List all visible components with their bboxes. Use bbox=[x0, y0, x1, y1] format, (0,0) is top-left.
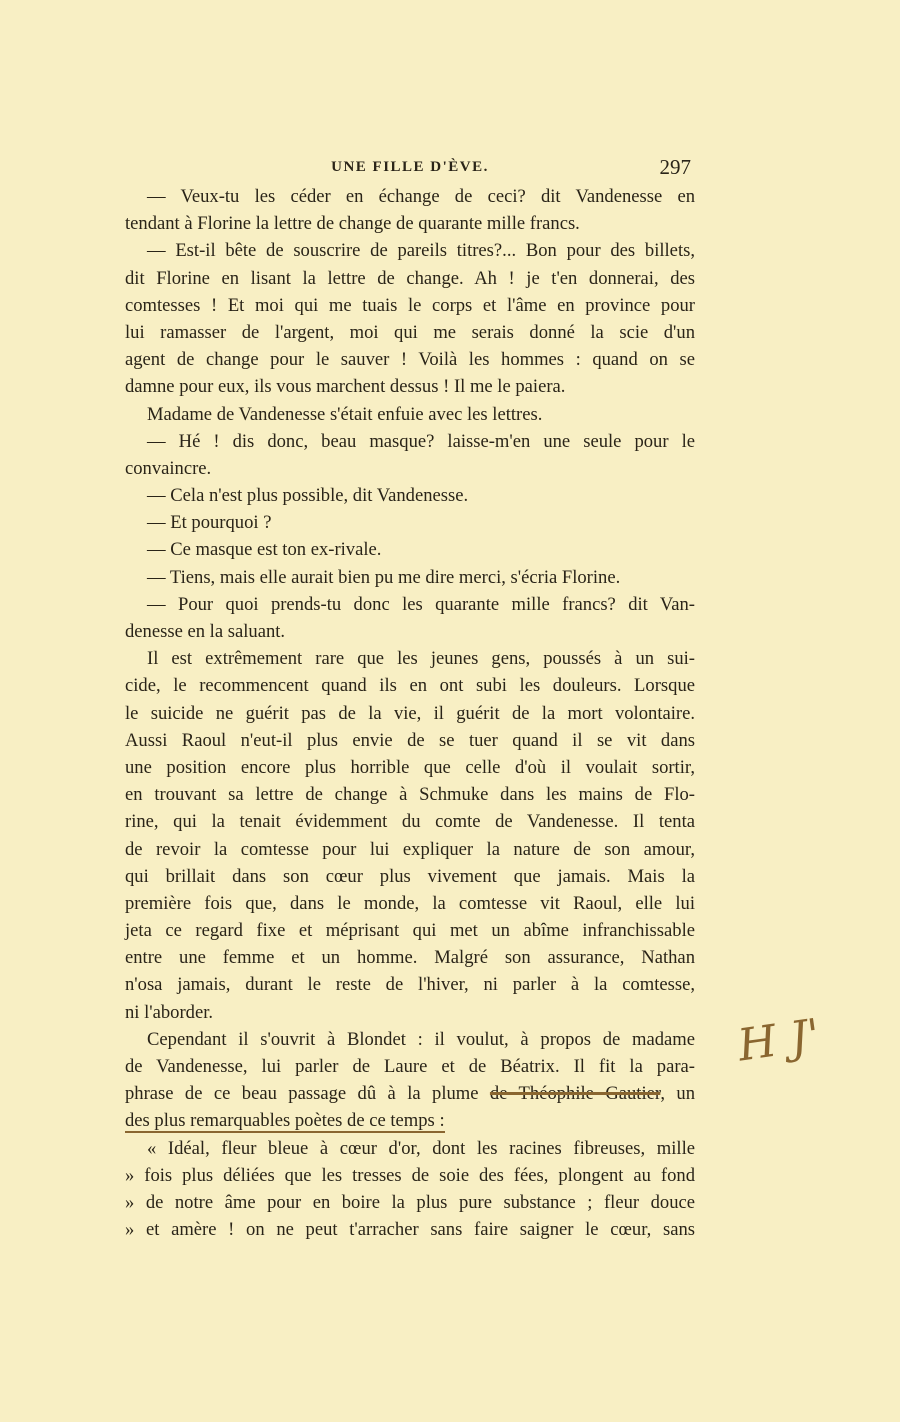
paragraph bbox=[125, 183, 695, 237]
paragraph bbox=[125, 536, 695, 563]
text-line: convaincre. bbox=[125, 457, 212, 479]
text-line: « Idéal, fleur bleue à cœur d'or, dont les racines fibreuses, mille bbox=[147, 1137, 695, 1159]
text-line: Madame de Vandenesse s'était enfuie avec les lettres. bbox=[147, 403, 543, 425]
underlined-text: des plus remarquables poètes de ce temps : bbox=[125, 1110, 445, 1132]
text-line: qui brillait dans son cœur plus vivement que jamais. Mais la bbox=[125, 865, 695, 887]
struck-text: de Théophile Gautier bbox=[489, 1083, 661, 1105]
text-line bbox=[125, 1080, 695, 1107]
text-line: — Cela n'est plus possible, dit Vandenesse. bbox=[147, 485, 469, 507]
paragraph bbox=[125, 645, 695, 1026]
text-line: n'osa jamais, durant le reste de l'hiver, ni parler à la comtesse, bbox=[125, 974, 695, 996]
text-segment: phrase de ce beau passage dû à la plume bbox=[125, 1083, 490, 1105]
text-line: » fois plus déliées que les tresses de soie des fées, plongent au fond bbox=[125, 1164, 695, 1186]
text-line: denesse en la saluant. bbox=[125, 621, 286, 642]
text-line: ni l'aborder. bbox=[125, 1001, 214, 1023]
text-line bbox=[125, 1107, 695, 1134]
text-line: une position encore plus horrible que celle d'où il voulait sortir, bbox=[125, 756, 695, 778]
text-line: — Hé ! dis donc, beau masque? laisse-m'en une seule pour le bbox=[147, 430, 695, 452]
text-line: — Tiens, mais elle aurait bien pu me dire merci, s'écria Florine. bbox=[147, 566, 621, 588]
text-segment: , un bbox=[660, 1083, 695, 1105]
text-line: rine, qui la tenait évidemment du comte de Vandenesse. Il tenta bbox=[125, 811, 695, 833]
paragraph bbox=[125, 509, 695, 536]
paragraph bbox=[125, 237, 695, 400]
text-line: — Est-il bête de souscrire de pareils titres?... Bon pour des billets, bbox=[147, 240, 695, 262]
text-line: Aussi Raoul n'eut-il plus envie de se tuer quand il se vit dans bbox=[125, 729, 695, 751]
text-line: agent de change pour le sauver ! Voilà les hommes : quand on se bbox=[125, 349, 695, 371]
text-line: en trouvant sa lettre de change à Schmuke dans les mains de Flo- bbox=[125, 784, 695, 806]
paragraph bbox=[125, 591, 695, 645]
text-line: » de notre âme pour en boire la plus pure substance ; fleur douce bbox=[125, 1191, 695, 1213]
paragraph bbox=[125, 428, 695, 482]
text-line: tendant à Florine la lettre de change de quarante mille francs. bbox=[125, 213, 580, 235]
text-line: Cependant il s'ouvrit à Blondet : il voulut, à propos de madame bbox=[147, 1028, 695, 1050]
text-line: jeta ce regard fixe et méprisant qui met un abîme infranchissable bbox=[125, 920, 695, 942]
text-line: — Et pourquoi ? bbox=[147, 512, 272, 534]
text-line: première fois que, dans le monde, la comtesse vit Raoul, elle lui bbox=[125, 892, 695, 914]
paragraph bbox=[125, 482, 695, 509]
page-header bbox=[125, 155, 695, 179]
page-number: 297 bbox=[659, 155, 691, 179]
text-line: comtesses ! Et moi qui me tuais le corps et l'âme en province pour bbox=[125, 294, 695, 316]
page-body bbox=[125, 183, 695, 1243]
text-line: damne pour eux, ils vous marchent dessus ! Il me le paiera. bbox=[125, 376, 566, 398]
paragraph bbox=[125, 1026, 695, 1135]
text-line: de revoir la comtesse pour lui expliquer la nature de son amour, bbox=[125, 838, 695, 860]
text-line: Il est extrêmement rare que les jeunes gens, poussés à un sui- bbox=[147, 648, 695, 670]
text-line: — Veux-tu les céder en échange de ceci? dit Vandenesse en bbox=[147, 186, 695, 207]
text-line: lui ramasser de l'argent, moi qui me serais donné la scie d'un bbox=[125, 321, 695, 343]
text-line: le suicide ne guérit pas de la vie, il guérit de la mort volontaire. bbox=[125, 702, 695, 724]
paragraph bbox=[125, 401, 695, 428]
text-line: cide, le recommencent quand ils en ont subi les douleurs. Lorsque bbox=[125, 675, 695, 697]
running-title: UNE FILLE D'ÈVE. bbox=[331, 159, 489, 175]
handwritten-margin-note: H J' bbox=[734, 1009, 824, 1072]
text-line: » et amère ! on ne peut t'arracher sans faire saigner le cœur, sans bbox=[125, 1219, 695, 1241]
paragraph bbox=[125, 1135, 695, 1244]
text-line: de Vandenesse, lui parler de Laure et de Béatrix. Il fit la para- bbox=[125, 1056, 695, 1077]
text-line: — Pour quoi prends-tu donc les quarante mille francs? dit Van- bbox=[147, 593, 695, 615]
text-line: entre une femme et un homme. Malgré son assurance, Nathan bbox=[125, 947, 695, 969]
text-line: — Ce masque est ton ex-rivale. bbox=[147, 539, 382, 561]
text-line: dit Florine en lisant la lettre de change. Ah ! je t'en donnerai, des bbox=[125, 267, 695, 289]
paragraph bbox=[125, 564, 695, 591]
